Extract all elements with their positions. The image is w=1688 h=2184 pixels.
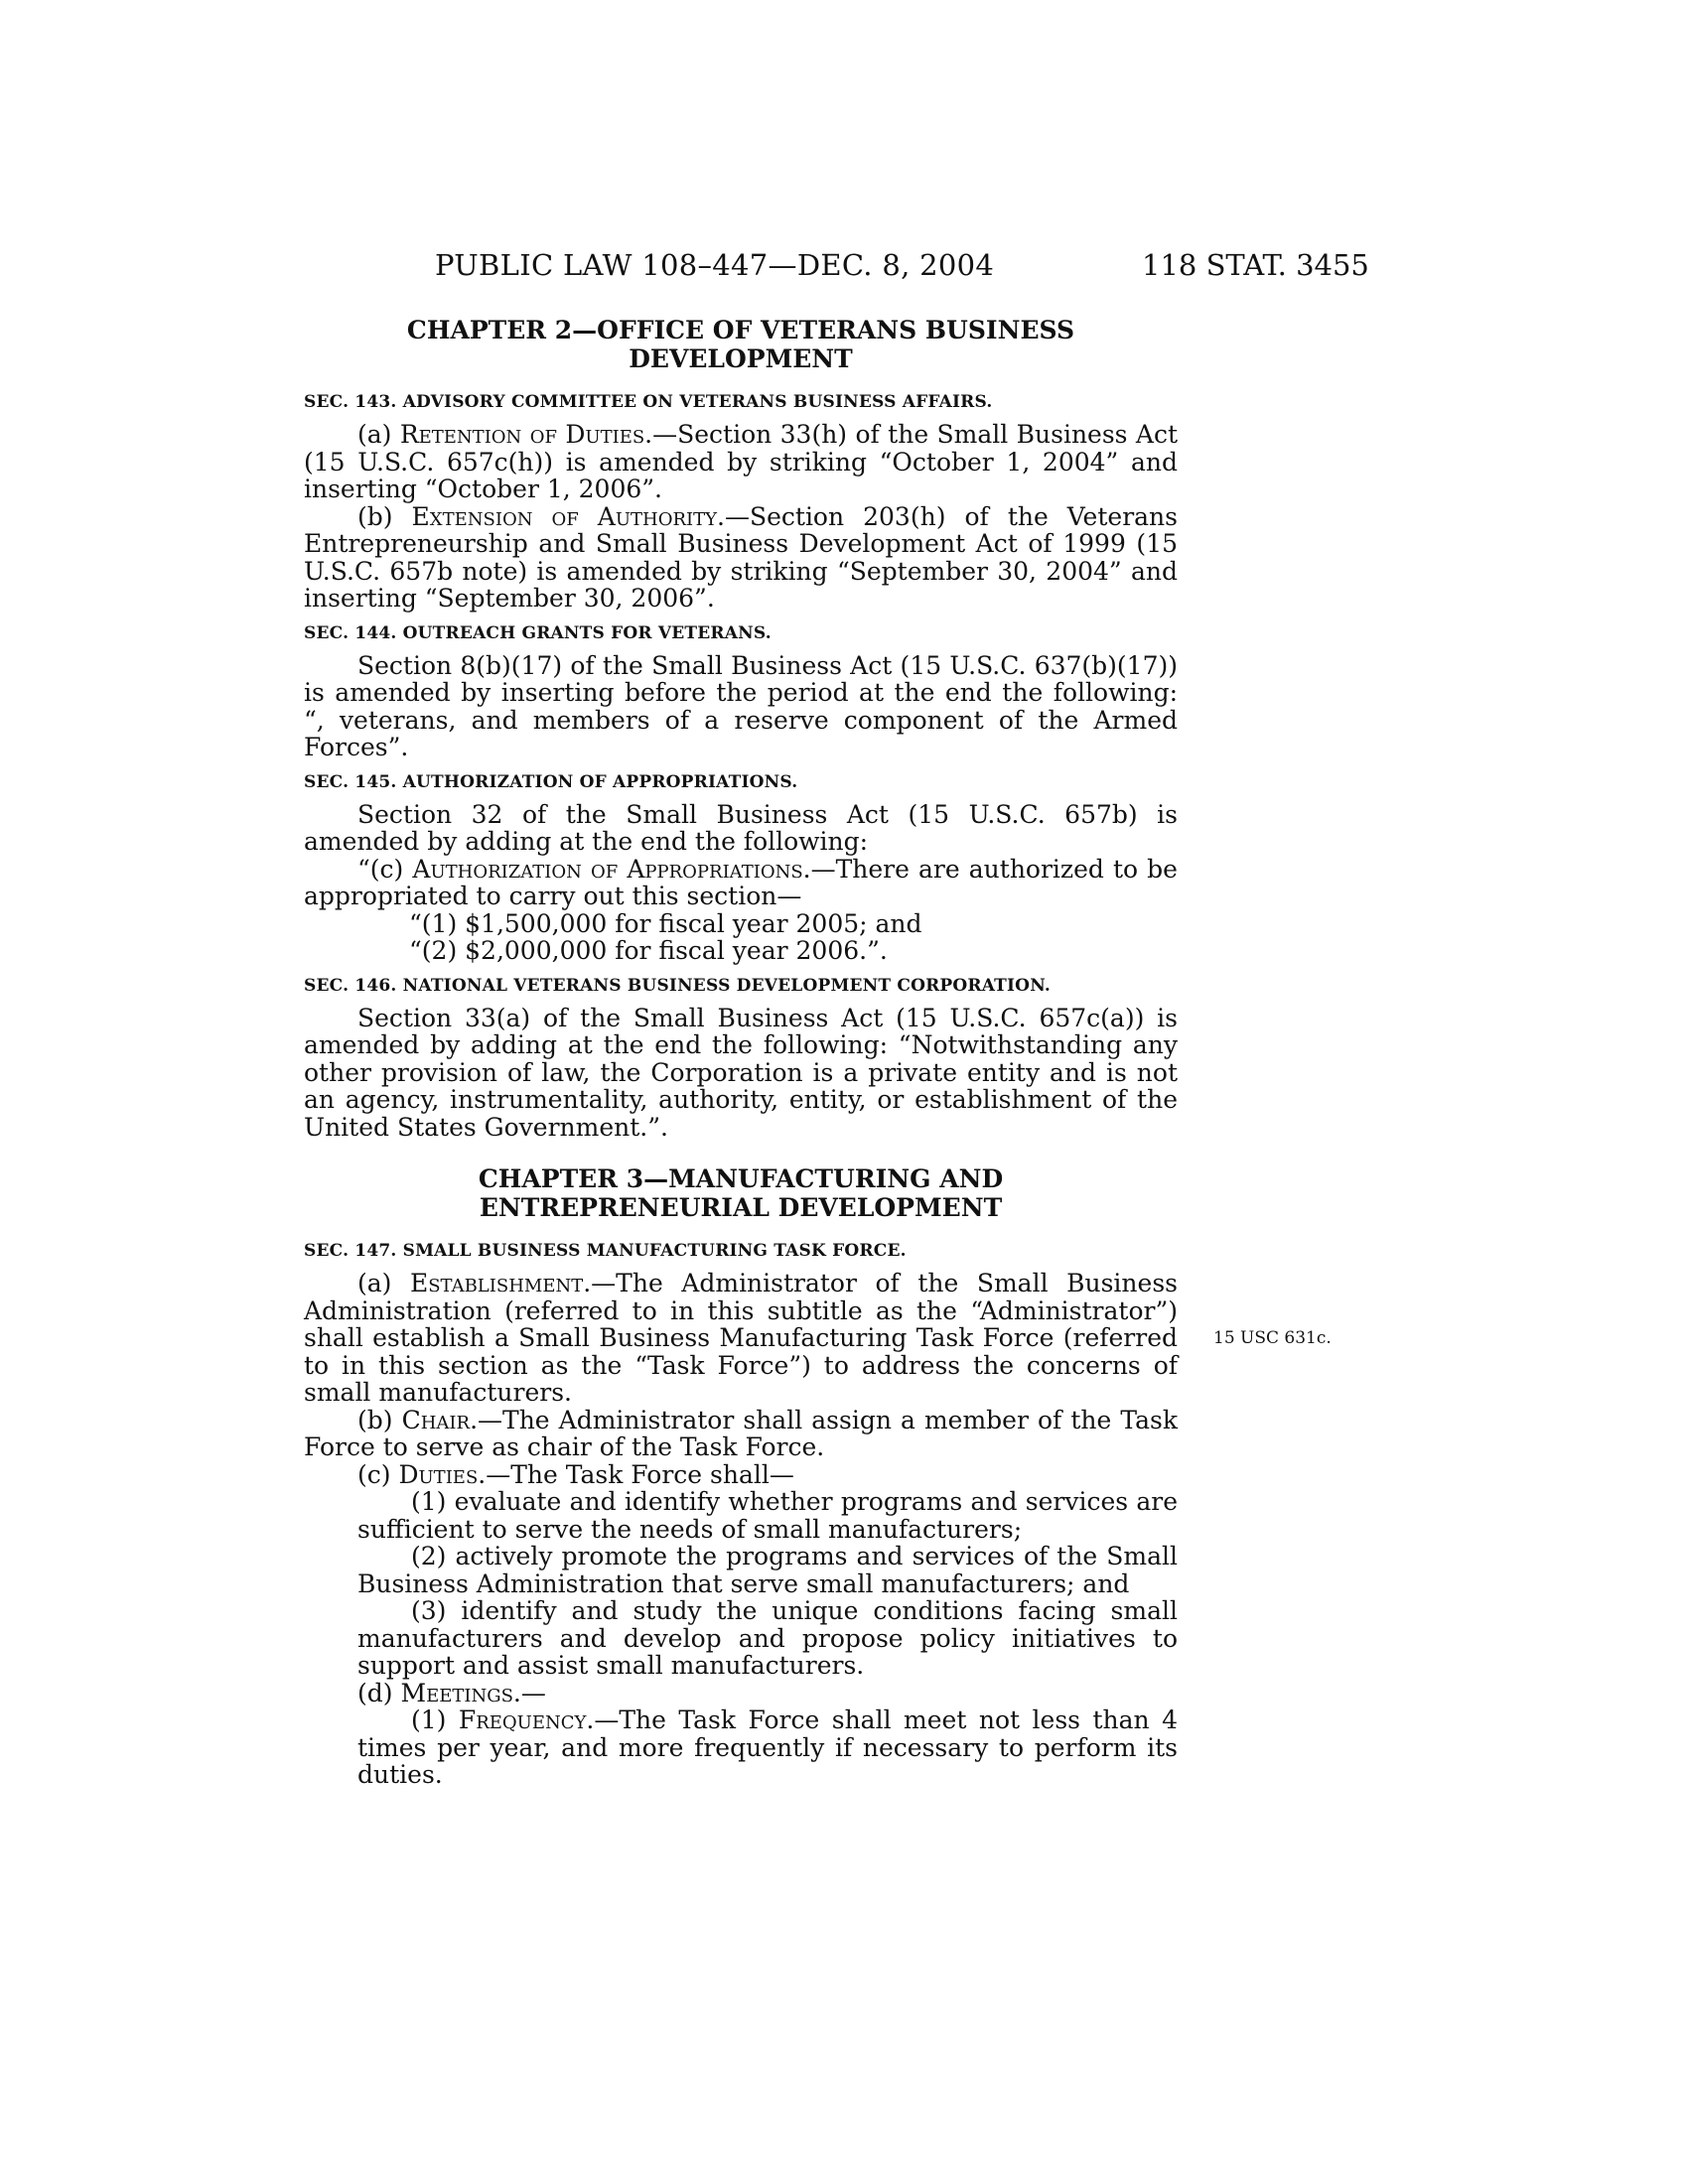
chapter-3-heading xyxy=(304,1164,1178,1222)
sec-144-heading: SEC. 144. OUTREACH GRANTS FOR VETERANS. xyxy=(304,622,772,643)
sec-145-item-2: “(2) $2,000,000 for fiscal year 2006.”. xyxy=(409,936,888,965)
chapter-2-heading-line2: DEVELOPMENT xyxy=(629,344,853,373)
sec-145-c-label: “(c) xyxy=(357,854,413,884)
chapter-3-heading-line1: CHAPTER 3—MANUFACTURING AND xyxy=(478,1164,1004,1193)
chapter-2-heading-line1: CHAPTER 2—OFFICE OF VETERANS BUSINESS xyxy=(406,316,1075,344)
sec-147-b-caption: Chair. xyxy=(401,1405,479,1434)
sec-147-c-paragraph-1: (1) evaluate and identify whether programs and services are sufficient to serve the needs of small manufacturers; xyxy=(357,1487,1178,1544)
sec-144-text: Section 8(b)(17) of the Small Business Act (15 U.S.C. 637(b)(17)) is amended by inserting before the period at the end the following: “, veterans, and members of a reserve component of the Armed Forces”. xyxy=(304,650,1178,761)
sec-147-c-paragraph-3: (3) identify and study the unique conditions facing small manufacturers and develop and propose policy initiatives to support and assist small manufacturers. xyxy=(357,1596,1178,1680)
sec-143-b-text: —Section 203(h) of the Veterans Entrepreneurship and Small Business Development Act of 1999 (15 U.S.C. 657b note) is amended by striking “September 30, 2004” and inserting “September 30, 2006”. xyxy=(304,501,1178,613)
sec-143-subsection-a xyxy=(304,421,1178,503)
document-body xyxy=(304,316,1178,1789)
running-header-title: PUBLIC LAW 108–447—DEC. 8, 2004 xyxy=(435,248,995,282)
sec-147-d1-text: —The Task Force shall meet not less than 4 times per year, and more frequently if necessary to perform its duties. xyxy=(357,1706,1178,1789)
sec-145-c-text: —There are authorized to be appropriated to carry out this section— xyxy=(304,854,1178,910)
sec-147-d-text: — xyxy=(520,1678,546,1707)
sec-143-b-caption: Extension of Authority. xyxy=(411,501,725,531)
sec-147-c-text: —The Task Force shall— xyxy=(486,1459,794,1489)
sec-147-subsection-b xyxy=(304,1407,1178,1461)
statute-page-number: 118 STAT. 3455 xyxy=(1142,248,1369,282)
sec-147-a-label: (a) xyxy=(357,1269,410,1297)
sec-143-a-text: —Section 33(h) of the Small Business Act (15 U.S.C. 657c(h)) is amended by striking “October 1, 2004” and inserting “October 1, 2006”. xyxy=(304,420,1179,503)
sec-147-b-label: (b) xyxy=(357,1405,402,1434)
sec-146-text: Section 33(a) of the Small Business Act (15 U.S.C. 657c(a)) is amended by adding at the end the following: “Notwithstanding any other provision of law, the Corporation is a private entity and is not an agency, instrumentality, authority, entity, or establishment of the United States Government.”. xyxy=(304,1003,1178,1142)
chapter-3-heading-line2: ENTREPRENEURIAL DEVELOPMENT xyxy=(479,1193,1003,1222)
sec-143-subsection-b xyxy=(304,503,1178,613)
margin-citation: 15 USC 631c. xyxy=(1213,1328,1332,1348)
sec-145-heading: SEC. 145. AUTHORIZATION OF APPROPRIATIONS. xyxy=(304,771,798,792)
sec-147-b-text: —The Administrator shall assign a member of the Task Force to serve as chair of the Task Force. xyxy=(304,1405,1178,1461)
sec-143-heading: SEC. 143. ADVISORY COMMITTEE ON VETERANS BUSINESS AFFAIRS. xyxy=(304,392,993,412)
sec-147-d1-caption: Frequency. xyxy=(458,1706,595,1734)
sec-143-b-label: (b) xyxy=(357,501,412,531)
sec-147-c-label: (c) xyxy=(357,1459,399,1489)
sec-143-a-label: (a) xyxy=(357,420,400,449)
sec-147-subsection-d xyxy=(304,1680,1178,1707)
sec-147-d1-label: (1) xyxy=(411,1706,459,1734)
sec-145-subsection-c xyxy=(304,856,1178,910)
sec-147-subsection-a xyxy=(304,1270,1178,1407)
sec-147-subsection-c xyxy=(304,1461,1178,1489)
sec-147-d-label: (d) xyxy=(357,1678,401,1707)
sec-147-c-paragraph-2: (2) actively promote the programs and services of the Small Business Administration that serve small manufacturers; and xyxy=(357,1542,1178,1598)
sec-143-a-caption: Retention of Duties. xyxy=(399,420,653,449)
chapter-2-heading xyxy=(304,316,1178,373)
sec-145-c-caption: Authorization of Appropriations. xyxy=(412,854,811,884)
sec-145-text: Section 32 of the Small Business Act (15 U.S.C. 657b) is amended by adding at the end the following: xyxy=(304,799,1178,856)
sec-145-item-1: “(1) $1,500,000 for fiscal year 2005; and xyxy=(409,908,922,938)
sec-147-heading: SEC. 147. SMALL BUSINESS MANUFACTURING TASK FORCE. xyxy=(304,1241,907,1261)
sec-146-heading: SEC. 146. NATIONAL VETERANS BUSINESS DEVELOPMENT CORPORATION. xyxy=(304,975,1051,996)
sec-147-d-paragraph-1 xyxy=(304,1706,1178,1789)
sec-147-a-caption: Establishment. xyxy=(409,1269,592,1297)
sec-147-a-text: —The Administrator of the Small Business Administration (referred to in this subtitle as the “Administrator”) shall establish a Small Business Manufacturing Task Force (referred to in this section as the “Task Force”) to address the concerns of small manufacturers. xyxy=(304,1269,1178,1407)
sec-147-d-caption: Meetings. xyxy=(400,1678,521,1707)
sec-147-c-caption: Duties. xyxy=(398,1459,487,1489)
